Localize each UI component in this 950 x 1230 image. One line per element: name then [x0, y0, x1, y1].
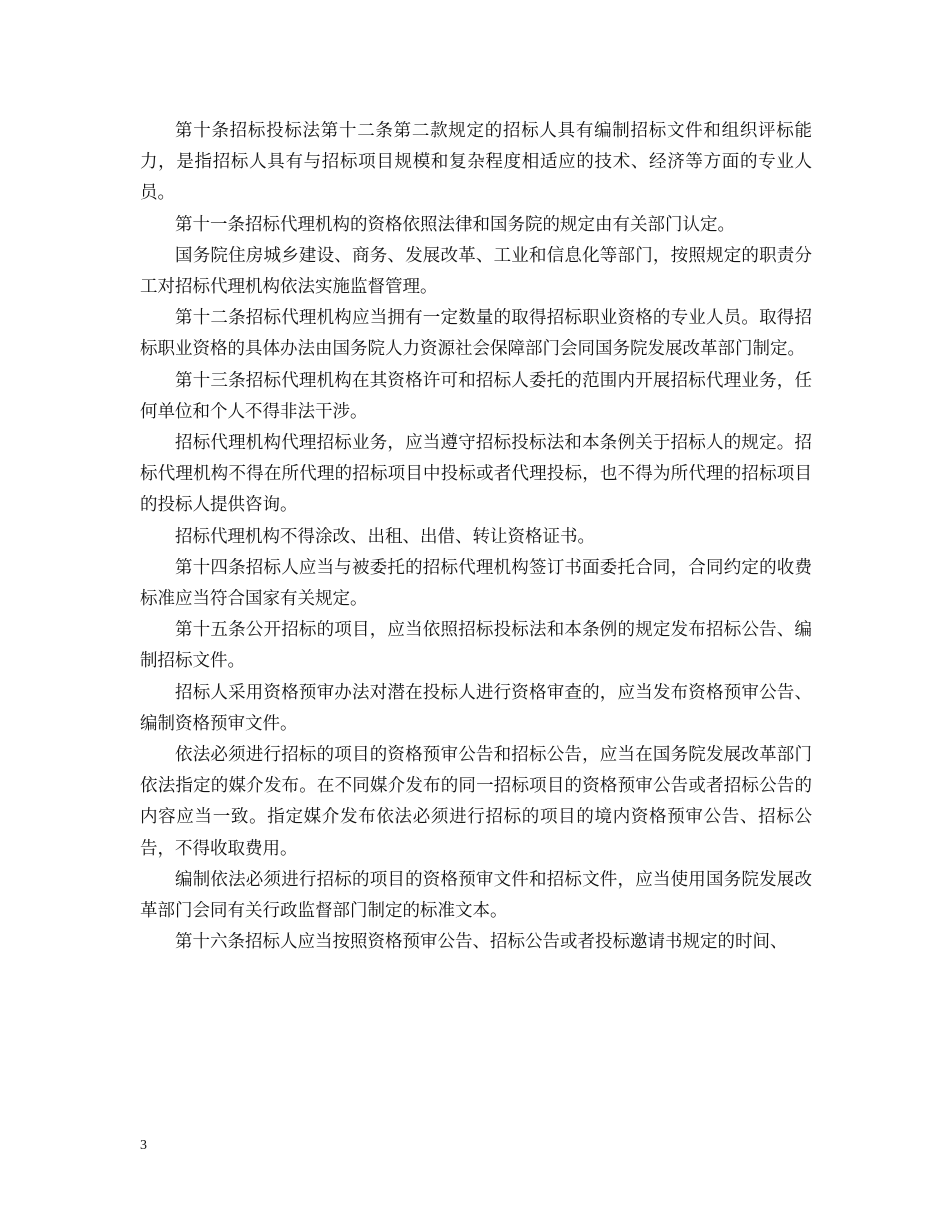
paragraph-article-11: 第十一条招标代理机构的资格依照法律和国务院的规定由有关部门认定。: [175, 214, 735, 235]
paragraph-article-14: 第十四条招标人应当与被委托的招标代理机构签订书面委托合同，合同约定的收费标准应当符合国家有关规定。: [140, 557, 812, 610]
document-body: [140, 116, 812, 958]
paragraph-article-15: 第十五条公开招标的项目，应当依照招标投标法和本条例的规定发布招标公告、编制招标文件。: [140, 620, 812, 672]
paragraph-article-13: 第十三条招标代理机构在其资格许可和招标人委托的范围内开展招标代理业务，任何单位和个人不得非法干涉。: [140, 370, 812, 422]
paragraph-article-12: 第十二条招标代理机构应当拥有一定数量的取得招标职业资格的专业人员。取得招标职业资格的具体办法由国务院人力资源社会保障部门会同国务院发展改革部门制定。: [140, 308, 812, 360]
paragraph-agency-rules: 招标代理机构代理招标业务，应当遵守招标投标法和本条例关于招标人的规定。招标代理机构不得在所代理的招标项目中投标或者代理投标，也不得为所代理的招标项目的投标人提供咨询。: [140, 433, 812, 516]
paragraph-supervision: 国务院住房城乡建设、商务、发展改革、工业和信息化等部门，按照规定的职责分工对招标代理机构依法实施监督管理。: [140, 245, 812, 298]
paragraph-certificate: 招标代理机构不得涂改、出租、出借、转让资格证书。: [175, 526, 595, 547]
paragraph-article-10: 第十条招标投标法第十二条第二款规定的招标人具有编制招标文件和组织评标能力，是指招标人具有与招标项目规模和复杂程度相适应的技术、经济等方面的专业人员。: [140, 121, 812, 204]
paragraph-prequalification: 招标人采用资格预审办法对潜在投标人进行资格审查的，应当发布资格预审公告、编制资格预审文件。: [140, 682, 812, 734]
paragraph-standard-text: 编制依法必须进行招标的项目的资格预审文件和招标文件，应当使用国务院发展改革部门会同有关行政监督部门制定的标准文本。: [140, 869, 812, 922]
paragraph-announcement-media: 依法必须进行招标的项目的资格预审公告和招标公告，应当在国务院发展改革部门依法指定的媒介发布。在不同媒介发布的同一招标项目的资格预审公告或者招标公告的内容应当一致。指定媒介发布依法必须进行招标的项目的境内资格预审公告、招标公告，不得收取费用。: [140, 745, 812, 859]
paragraph-article-16: 第十六条招标人应当按照资格预审公告、招标公告或者投标邀请书规定的时间、: [175, 932, 788, 953]
page-number: 3: [140, 1138, 147, 1153]
